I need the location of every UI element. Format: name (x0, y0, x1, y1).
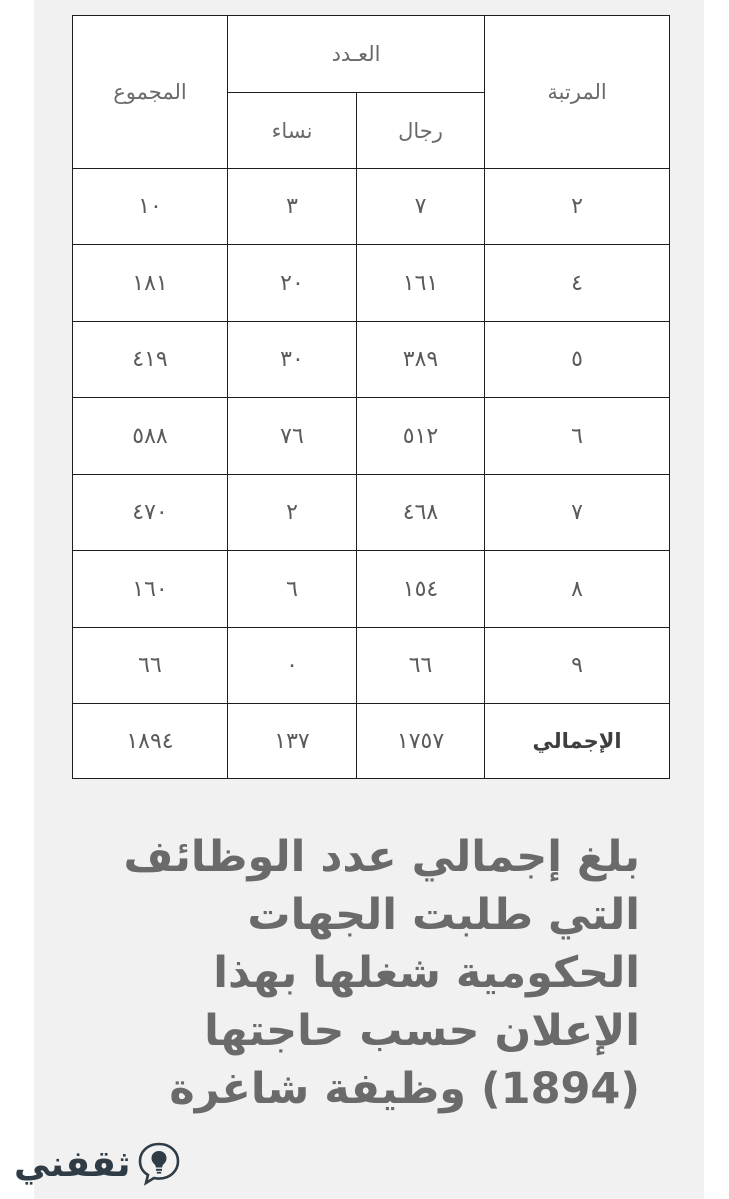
cell-rank: ٥ (485, 322, 670, 398)
cell-men: ٣٨٩ (357, 322, 485, 398)
cell-women: ٠ (228, 628, 357, 704)
cell-rank: ٢ (485, 169, 670, 245)
table-row (73, 169, 670, 245)
table-row (73, 551, 670, 628)
jobs-by-rank-table (72, 15, 670, 779)
lightbulb-bubble-icon (136, 1141, 182, 1187)
cell-women: ٢٠ (228, 245, 357, 322)
cell-women: ٣ (228, 169, 357, 245)
caption-line: (1894) وظيفة شاغرة (169, 1064, 640, 1114)
table-row (73, 398, 670, 475)
cell-men: ٦٦ (357, 628, 485, 704)
cell-total: ٥٨٨ (73, 398, 228, 475)
cell-total: ١٠ (73, 169, 228, 245)
cell-total: ٤٧٠ (73, 475, 228, 551)
cell-men: ٥١٢ (357, 398, 485, 475)
table-row (73, 322, 670, 398)
cell-men: ٧ (357, 169, 485, 245)
caption-line: الحكومية شغلها بهذا (213, 948, 640, 998)
cell-men: ١٦١ (357, 245, 485, 322)
cell-rank: ٦ (485, 398, 670, 475)
cell-women: ٧٦ (228, 398, 357, 475)
cell-rank: ٨ (485, 551, 670, 628)
table-row (73, 628, 670, 704)
cell-total: ٦٦ (73, 628, 228, 704)
caption-line: الإعلان حسب حاجتها (204, 1006, 640, 1056)
cell-men: ١٥٤ (357, 551, 485, 628)
header-women: نساء (228, 93, 357, 169)
header-total: المجموع (73, 16, 228, 169)
cell-rank: ٧ (485, 475, 670, 551)
table-row (73, 245, 670, 322)
cell-women: ٢ (228, 475, 357, 551)
grand-total-label: الإجمالي (485, 704, 670, 779)
cell-men: ٤٦٨ (357, 475, 485, 551)
cell-women: ٦ (228, 551, 357, 628)
cell-rank: ٩ (485, 628, 670, 704)
logo-text: ثقفني (14, 1143, 131, 1185)
header-count-group: العـدد (228, 16, 485, 93)
watermark-logo (14, 1134, 182, 1194)
cell-rank: ٤ (485, 245, 670, 322)
cell-total: ١٦٠ (73, 551, 228, 628)
header-men: رجال (357, 93, 485, 169)
grand-total-row (73, 704, 670, 779)
caption-line: التي طلبت الجهات (247, 890, 640, 940)
grand-total-men: ١٧٥٧ (357, 704, 485, 779)
grand-total-women: ١٣٧ (228, 704, 357, 779)
cell-total: ١٨١ (73, 245, 228, 322)
grand-total-value: ١٨٩٤ (73, 704, 228, 779)
cell-women: ٣٠ (228, 322, 357, 398)
cell-total: ٤١٩ (73, 322, 228, 398)
caption-line: بلغ إجمالي عدد الوظائف (123, 832, 640, 882)
table-row (73, 475, 670, 551)
summary-caption (60, 828, 640, 1118)
header-rank: المرتبة (485, 16, 670, 169)
